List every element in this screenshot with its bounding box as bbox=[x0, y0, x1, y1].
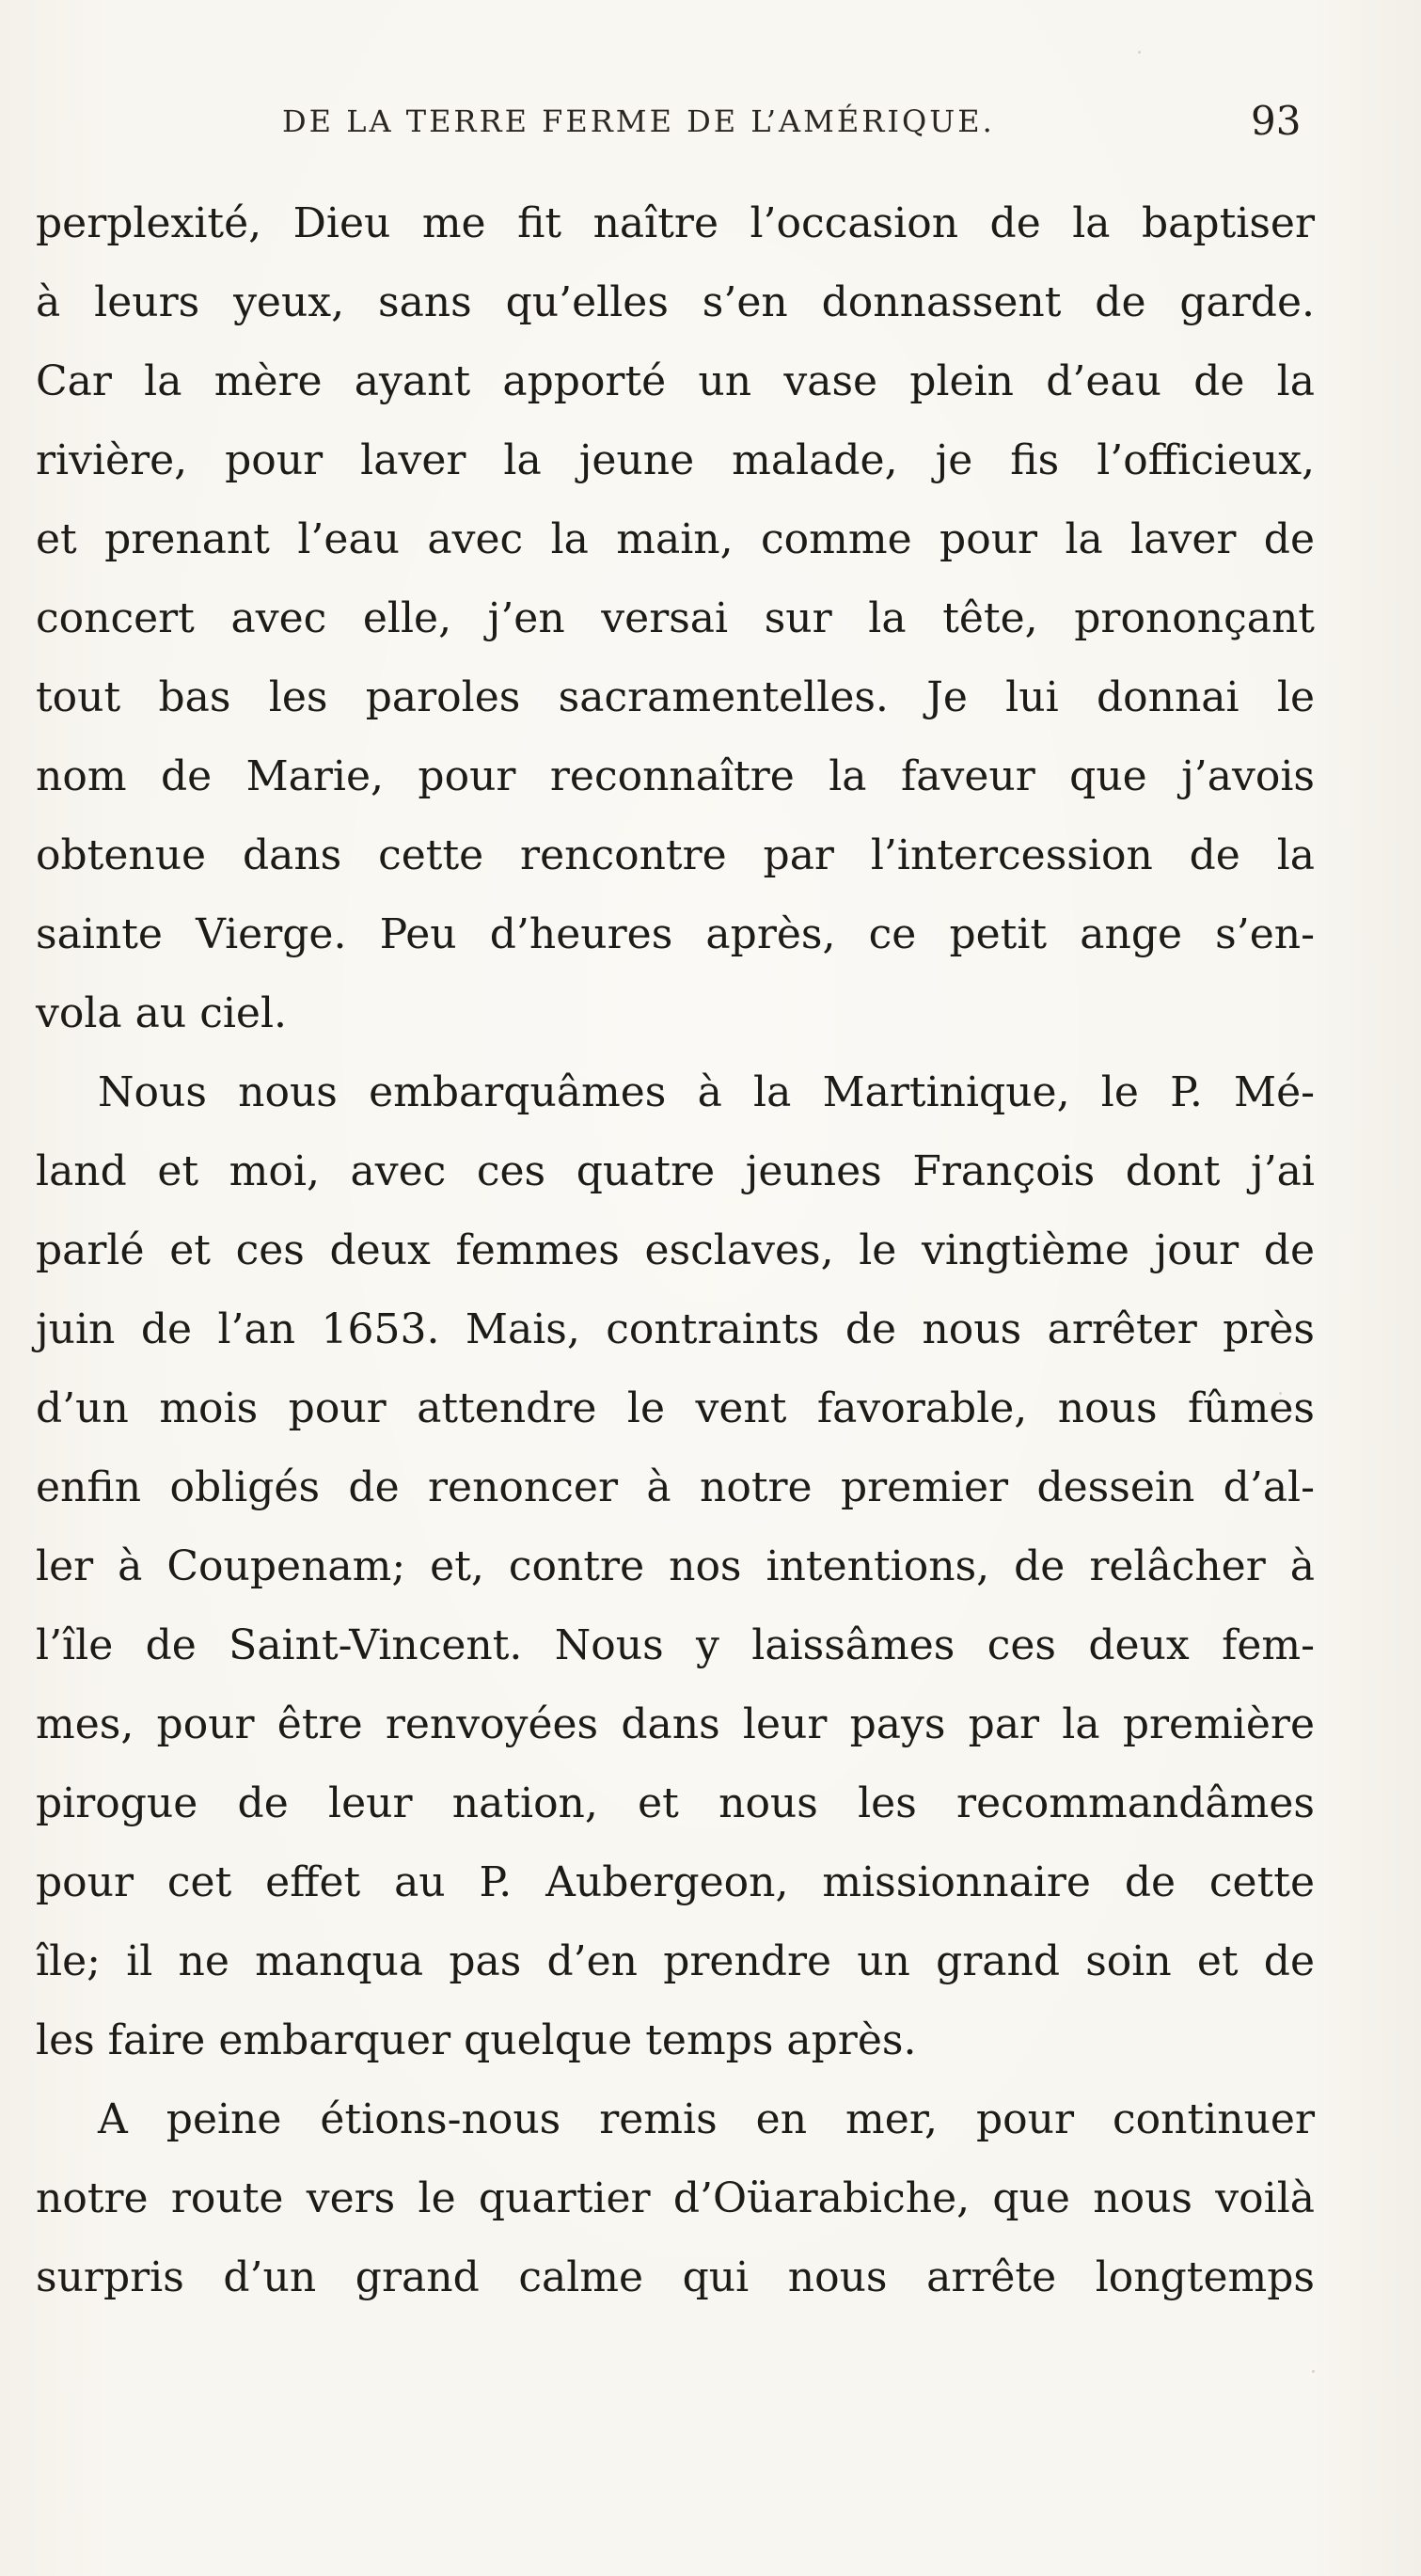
text-line: obtenue dans cette rencontre par l’intercession de la bbox=[36, 831, 1315, 879]
text-line: Nous nous embarquâmes à la Martinique, le P. Mé- bbox=[98, 1068, 1315, 1116]
text-line: enfin obligés de renoncer à notre premier dessein d’al- bbox=[36, 1463, 1315, 1511]
body-text bbox=[36, 184, 1315, 2317]
text-line: l’île de Saint-Vincent. Nous y laissâmes ces deux fem- bbox=[36, 1621, 1315, 1669]
text-line: perplexité, Dieu me fit naître l’occasion de la baptiser bbox=[36, 199, 1315, 247]
running-title: DE LA TERRE FERME DE L’AMÉRIQUE. bbox=[282, 103, 995, 139]
text-line: A peine étions-nous remis en mer, pour continuer bbox=[98, 2095, 1315, 2143]
paper-speck bbox=[1312, 2370, 1315, 2373]
text-line: vola au ciel. bbox=[36, 989, 288, 1037]
text-line: ler à Coupenam; et, contre nos intentions, de relâcher à bbox=[36, 1542, 1315, 1590]
text-line: surpris d’un grand calme qui nous arrête longtemps bbox=[36, 2253, 1315, 2301]
text-line: juin de l’an 1653. Mais, contraints de nous arrêter près bbox=[36, 1305, 1315, 1353]
text-line: rivière, pour laver la jeune malade, je fis l’officieux, bbox=[36, 436, 1315, 484]
text-line: à leurs yeux, sans qu’elles s’en donnassent de garde. bbox=[36, 278, 1315, 326]
text-line: nom de Marie, pour reconnaître la faveur que j’avois bbox=[36, 752, 1315, 800]
text-line: parlé et ces deux femmes esclaves, le vingtième jour de bbox=[36, 1226, 1315, 1274]
paper-speck bbox=[1279, 1392, 1282, 1395]
text-line: et prenant l’eau avec la main, comme pour la laver de bbox=[36, 515, 1315, 563]
text-line: concert avec elle, j’en versai sur la tête, prononçant bbox=[36, 594, 1315, 642]
text-line: les faire embarquer quelque temps après. bbox=[36, 2016, 917, 2064]
text-line: tout bas les paroles sacramentelles. Je lui donnai le bbox=[36, 673, 1315, 721]
text-line: sainte Vierge. Peu d’heures après, ce petit ange s’en- bbox=[36, 910, 1315, 958]
text-line: île; il ne manqua pas d’en prendre un grand soin et de bbox=[36, 1937, 1315, 1985]
text-line: pirogue de leur nation, et nous les recommandâmes bbox=[36, 1779, 1315, 1827]
text-line: notre route vers le quartier d’Oüarabiche, que nous voilà bbox=[36, 2174, 1315, 2222]
text-line: d’un mois pour attendre le vent favorable, nous fûmes bbox=[36, 1384, 1315, 1432]
paper-speck bbox=[1138, 51, 1141, 54]
text-line: Car la mère ayant apporté un vase plein d’eau de la bbox=[36, 357, 1315, 405]
text-line: land et moi, avec ces quatre jeunes François dont j’ai bbox=[36, 1147, 1315, 1195]
page-number: 93 bbox=[1251, 98, 1302, 144]
text-line: mes, pour être renvoyées dans leur pays par la première bbox=[36, 1700, 1315, 1748]
text-line: pour cet effet au P. Aubergeon, missionnaire de cette bbox=[36, 1858, 1315, 1906]
